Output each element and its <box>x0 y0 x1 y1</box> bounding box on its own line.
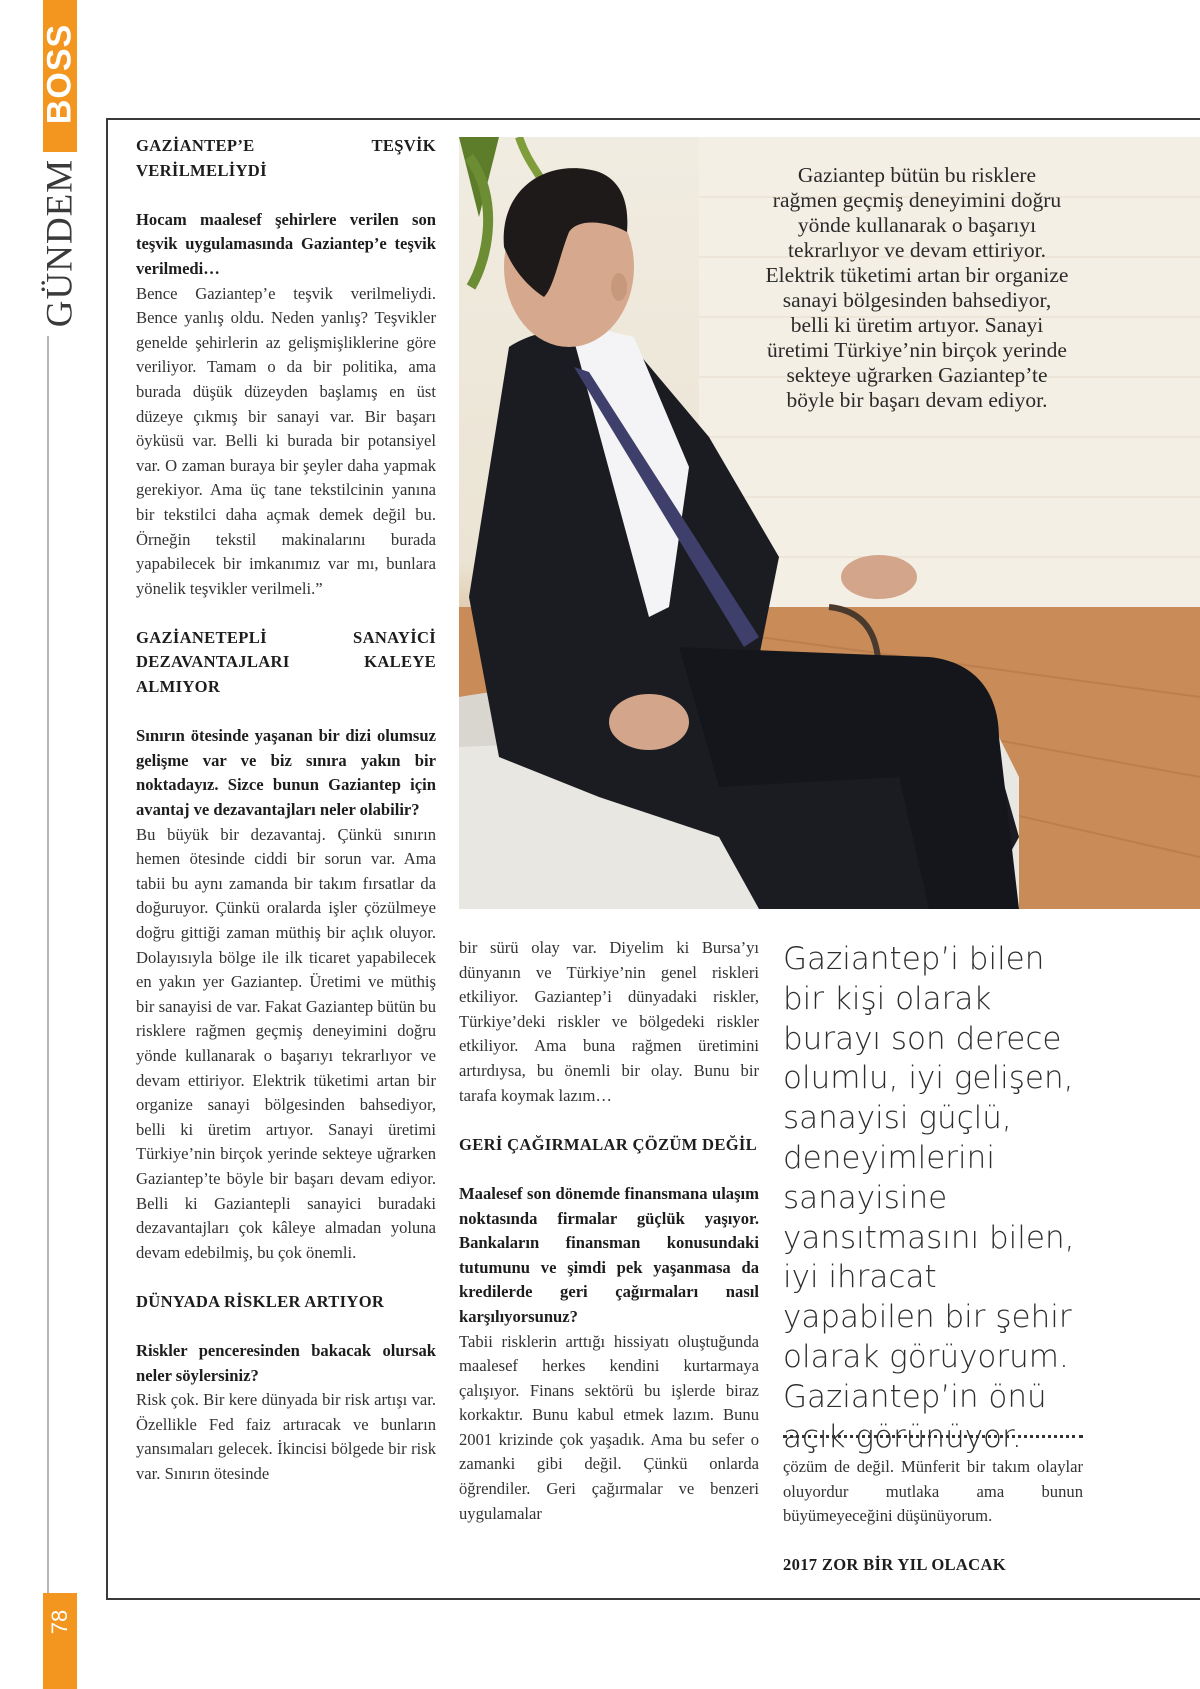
interview-photo <box>459 137 1200 909</box>
pull-quote-rule <box>783 1435 1083 1438</box>
side-rule <box>47 336 49 1616</box>
column-1 <box>136 134 436 1487</box>
subheading-1: GAZİANTEP’E TEŞVİK VERİLMELİYDİ <box>136 136 436 180</box>
subheading-5: 2017 ZOR BİR YIL OLACAK <box>783 1555 1006 1575</box>
subheading-4: GERİ ÇAĞIRMALAR ÇÖZÜM DEĞİL <box>459 1134 758 1154</box>
page-number: 78 <box>47 1609 72 1635</box>
subheading-2: GAZİANETEPLİ SANAYİCİ DEZAVANTAJLARI KALEYE ALMIYOR <box>136 627 436 697</box>
question-1: Hocam maalesef şehirlere verilen son teşvik uygulamasında Gaziantep’e teşvik verilmedi… <box>136 209 436 278</box>
side-band <box>0 0 80 1689</box>
photo-caption: Gaziantep bütün bu risklere rağmen geçmiş deneyimini doğru yönde kullanarak o başarıyı tekrarlıyor ve devam ettiriyor. Elektrik tüketimi artan bir organize sanayi bölgesinden bahsediyor, belli ki üretim artıyor. Sanayi üretimi Türkiye’nin birçok yerinde sekteye uğrarken Gaziantep’te böyle bir başarı devam ediyor. <box>765 163 1069 412</box>
answer-4: Tabii risklerin arttığı hissiyatı oluştuğunda maalesef herkes kendini kurtarmaya çalışıyor. Finans sektörü bu işlerde biraz korkaktır. Bunu kabul etmek lazım. Bunu 2001 krizinde çok yaşadık. Ama bu sefer o zamanki gibi değil. Çünkü onlarda öğrendiler. Geri çağırmalar ve benzeri uygulamalar <box>459 1331 759 1523</box>
answer-1: Bence Gaziantep’e teşvik verilmeliydi. Bence yanlış oldu. Neden yanlış? Teşvikler genelde şehirlerin az gelişmişliklerine göre veriliyor. Tamam o da bir politika, ama burada düşük düzeyden başlamış en üst düzeye çıkmış bir sanayi var. Bir başarı öyküsü var. Belli ki burada bir potansiyel var. O zaman buraya bir şeyler daha yapmak gerekiyor. Ama üç tane tekstilcinin yanına bir tekstilci daha açmak demek değil bu. Örneğin tekstil makinalarını burada yapabilecek bir imkanımız var mı, bunlara yönelik teşvikler verilmeli.” <box>136 283 436 598</box>
section-label: GÜNDEM <box>39 158 81 328</box>
answer-3: Risk çok. Bir kere dünyada bir risk artışı var. Özellikle Fed faiz artıracak ve bunların yansımaları gelecek. İkincisi bölgede bir risk var. Sınırın ötesinde <box>136 1390 436 1484</box>
column-2 <box>459 936 759 1526</box>
answer-2: Bu büyük bir dezavantaj. Çünkü sınırın hemen ötesinde ciddi bir sorun var. Ama tabii bu aynı zamanda bir takım fırsatlar da doğuruyor. Çünkü oralarda işler çözülmeye doğru gittiği zaman müthiş bir açlık oluyor. Dolayısıyla bölge ile ilk ticaret yapabilecek en yakın yer Gaziantep. Üretimi ve müthiş bir sanayisi de var. Fakat Gaziantep bütün bu risklere rağmen geçmiş deneyimini doğru yönde kullanarak o başarıyı tekrarlıyor ve devam ettiriyor. Elektrik tüketimi artan bir organize sanayi bölgesinden bahsediyor, belli ki üretim artıyor. Sanayi üretimi Türkiye’nin birçok yerinde sekteye uğrarken Gaziantep’te böyle bir başarı devam ediyor. Belli ki Gaziantepli sanayici buradaki dezavantajları çok kâleye almadan yoluna devam edebilmiş, bu çok önemli. <box>136 824 436 1262</box>
question-3: Riskler penceresinden bakacak olursak neler söylersiniz? <box>136 1341 436 1385</box>
column-3 <box>783 1455 1083 1578</box>
pull-quote: Gaziantep’i bilen bir kişi olarak burayı son derece olumlu, iyi gelişen, sanayisi güçlü, deneyimlerini sanayisine yansıtmasını bilen, iyi ihracat yapabilen bir şehir olarak görüyorum. Gaziantep’in önü açık görünüyor. <box>783 941 1075 1455</box>
answer-3-continued: bir sürü olay var. Diyelim ki Bursa’yı dünyanın ve Türkiye’nin genel riskleri etkiliyor. Gaziantep’i dünyadaki riskler, Türkiye’deki riskler ve bölgedeki riskler etkiliyor. Ama buna rağmen üretimini artırdıysa, bu önemli bir olay. Bunu bir tarafa koymak lazım… <box>459 938 759 1105</box>
subheading-3: DÜNYADA RİSKLER ARTIYOR <box>136 1291 385 1311</box>
question-2: Sınırın ötesinde yaşanan bir dizi olumsuz gelişme var ve biz sınıra yakın bir noktadayız. Sizce bunun Gaziantep için avantaj ve dezavantajları neler olabilir? <box>136 726 436 820</box>
answer-4-continued: çözüm de değil. Münferit bir takım olaylar oluyordur mutlaka ama bunun büyümeyeceğini düşünüyorum. <box>783 1457 1083 1526</box>
page-number-block <box>43 1593 77 1689</box>
brand-label: BOSS <box>40 23 79 125</box>
question-4: Maalesef son dönemde finansmana ulaşım noktasında firmalar güçlük yaşıyor. Bankaların finansman konusundaki tutumunu ve şimdi pek yaşanmasa da kredilerde geri çağırmaları nasıl karşılıyorsunuz? <box>459 1183 759 1326</box>
